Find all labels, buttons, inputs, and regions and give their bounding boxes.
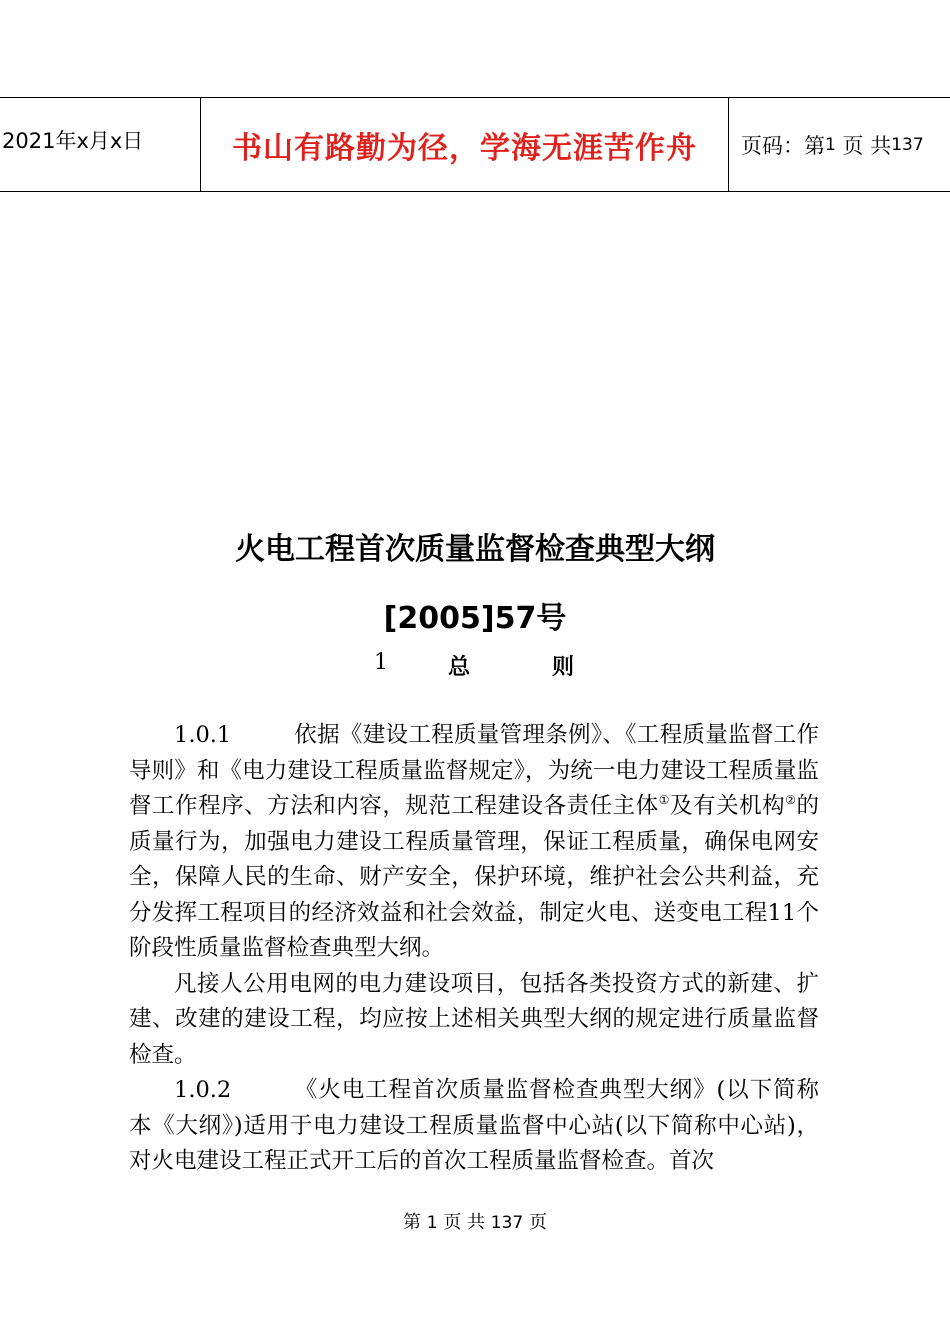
paragraph-scope: 凡接人公用电网的电力建设项目，包括各类投资方式的新建、扩建、改建的建设工程，均应按上述相关典型大纲的规定进行质量监督检查。 bbox=[129, 970, 819, 1068]
section-title-word-1: 总 bbox=[448, 655, 471, 680]
page-footer bbox=[0, 1208, 950, 1234]
paragraph-text: 及有关机构 bbox=[670, 793, 786, 819]
document-title: 火电工程首次质量监督检查典型大纲 bbox=[235, 532, 715, 567]
document-body bbox=[129, 718, 819, 1180]
footer-page-number: 1 bbox=[426, 1213, 438, 1233]
header-date: 2021年x月x日 bbox=[0, 98, 201, 191]
header-page-prefix: 页码：第 bbox=[741, 133, 825, 158]
footnote-marker-2: ② bbox=[785, 793, 797, 807]
paragraph-1-0-1 bbox=[129, 718, 819, 967]
footer-mid: 页 共 bbox=[443, 1212, 486, 1233]
clause-number: 1.0.2 bbox=[174, 1077, 232, 1103]
header-page-mid: 页 共 bbox=[842, 133, 892, 158]
footer-page-total: 137 bbox=[490, 1213, 524, 1233]
header-page-info bbox=[729, 98, 950, 191]
footnote-marker-1: ① bbox=[658, 793, 671, 807]
clause-number: 1.0.1 bbox=[174, 722, 232, 748]
document-number: [2005]57号 bbox=[383, 601, 567, 636]
header-page-number: 1 bbox=[825, 134, 836, 155]
footer-prefix: 第 bbox=[403, 1212, 422, 1233]
page-header bbox=[0, 97, 950, 192]
paragraph-text: 依据《建设工程质量管理条例》、《工程质量监督工作导则》和《电力建设工程质量监督规定》，为统一电力建设工程质量监督工作程序、方法和内容，规范工程建设各责任主体 bbox=[129, 722, 819, 819]
section-title-word-2: 则 bbox=[552, 655, 575, 680]
paragraph-text: 《火电工程首次质量监督检查典型大纲》(以下简称本《大纲》)适用于电力建设工程质量监督中心站(以下简称中心站)，对火电建设工程正式开工后的首次工程质量监督检查。首次 bbox=[129, 1077, 819, 1174]
header-page-total: 137 bbox=[891, 134, 924, 155]
paragraph-text: 的质量行为，加强电力建设工程质量管理，保证工程质量，确保电网安全，保障人民的生命、财产安全，保护环境，维护社会公共利益，充分发挥工程项目的经济效益和社会效益，制定火电、送变电工程11个阶段性质量监督检查典型大纲。 bbox=[129, 793, 819, 961]
section-number: 1 bbox=[374, 650, 388, 675]
paragraph-1-0-2 bbox=[129, 1073, 819, 1180]
footer-suffix: 页 bbox=[528, 1212, 547, 1233]
header-motto: 书山有路勤为径，学海无涯苦作舟 bbox=[201, 98, 729, 191]
